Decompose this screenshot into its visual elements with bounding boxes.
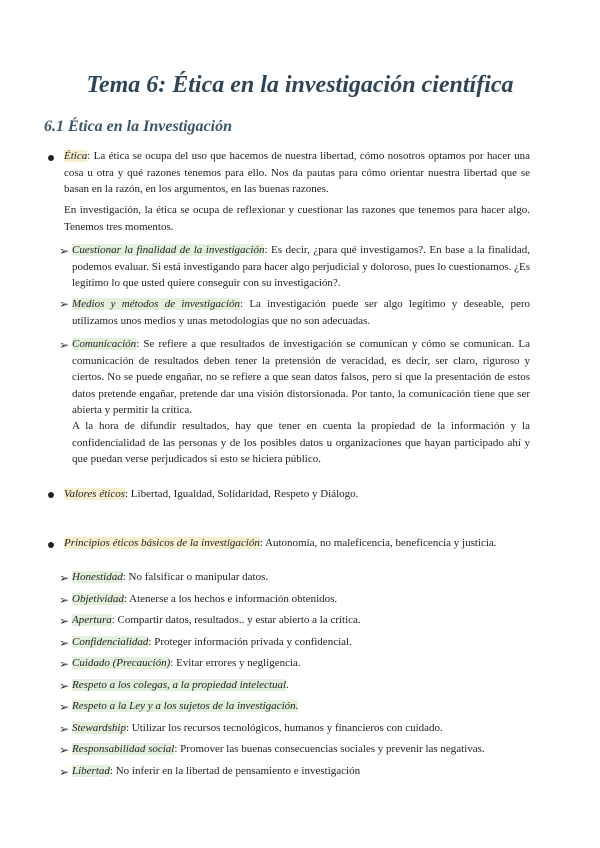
principio-term: Apertura <box>72 614 112 626</box>
medios-text: : La investigación puede ser algo legítimo y deseable, pero utilizamos unos medios y unas metodologías que no son adecuadas. <box>72 298 530 327</box>
etica-paragraph <box>64 148 530 198</box>
arrow-bullet-icon: ➢ <box>59 244 70 258</box>
principio-item <box>72 612 361 628</box>
principio-item <box>72 569 268 585</box>
principio-text: : Promover las buenas consecuencias sociales y prevenir las negativas. <box>174 743 485 755</box>
valores-text: : Libertad, Igualdad, Solidaridad, Respeto y Diálogo. <box>125 488 359 500</box>
principio-text: : Evitar errores y negligencia. <box>170 657 301 669</box>
arrow-bullet-icon: ➢ <box>59 743 70 757</box>
arrow-bullet-icon: ➢ <box>59 636 70 650</box>
principio-text: : Proteger información privada y confidencial. <box>148 636 352 648</box>
arrow-bullet-icon: ➢ <box>59 571 70 585</box>
bullet-dot <box>48 155 54 161</box>
arrow-bullet-icon: ➢ <box>59 614 70 628</box>
arrow-bullet-icon: ➢ <box>59 679 70 693</box>
term-etica: Ética <box>64 150 88 162</box>
principio-term: Libertad <box>72 765 110 777</box>
comunicacion-extra: A la hora de difundir resultados, hay que tener en cuenta la propiedad de la información y la confidencialidad de las personas y de los posibles datos u organizaciones que hayan participado ahí y que puedan verse perjudicados si esto se hiciera público. <box>72 420 530 465</box>
arrow-bullet-icon: ➢ <box>59 722 70 736</box>
principio-term: Responsabilidad social <box>72 743 175 755</box>
term-principios: Principios éticos básicos de la investigación <box>64 537 260 549</box>
arrow-bullet-icon: ➢ <box>59 657 70 671</box>
principio-item <box>72 634 352 650</box>
sub-item-comunicacion <box>72 336 530 419</box>
bullet-dot <box>48 492 54 498</box>
principio-text: : Utilizar los recursos tecnológicos, humanos y financieros con cuidado. <box>126 722 443 734</box>
principio-term: Confidencialidad <box>72 636 149 648</box>
term-comunicacion: Comunicación <box>72 338 137 350</box>
principio-term: Respeto a los colegas, a la propiedad intelectual <box>72 679 287 691</box>
sub-item-finalidad <box>72 242 530 292</box>
principio-item <box>72 591 337 607</box>
principio-text: : Atenerse a los hechos e información obtenidos. <box>123 593 338 605</box>
principios-paragraph <box>64 535 530 552</box>
valores-paragraph <box>64 486 530 503</box>
principio-item <box>72 677 289 693</box>
bullet-dot <box>48 542 54 548</box>
arrow-bullet-icon: ➢ <box>59 338 70 352</box>
principio-item <box>72 741 485 757</box>
comunicacion-text: : Se refiere a que resultados de investigación se comunican y cómo se comunican. La comunicación de resultados deben tener la pretensión de veracidad, es decir, ser claro, riguroso y ciertos. No se puede engañar, no se refiere a que sean datos falsos, pero sí que la presentación de estos datos pretende engañar, pretende dar una visión distorsionada. Por tanto, la comunicación tiene que ser abierta y permitir la crítica. <box>72 338 530 416</box>
principio-item <box>72 698 298 714</box>
arrow-bullet-icon: ➢ <box>59 297 70 311</box>
principios-text: : Autonomía, no maleficencia, beneficencia y justicia. <box>259 537 497 549</box>
etica-paragraph-2: En investigación, la ética se ocupa de reflexionar y cuestionar las razones que tenemos para hacer algo. Tenemos tres momentos. <box>64 204 530 233</box>
document-title: Tema 6: Ética en la investigación científica <box>86 72 514 98</box>
principio-term: Stewardship <box>72 722 126 734</box>
principio-text: : No falsificar o manipular datos. <box>122 571 269 583</box>
principio-term: Objetividad <box>72 593 124 605</box>
principio-term: Respeto a la Ley y a los sujetos de la investigación. <box>72 700 299 712</box>
term-medios: Medios y métodos de investigación <box>72 298 240 310</box>
etica-text: : La ética se ocupa del uso que hacemos de nuestra libertad, cómo nosotros optamos por hacer una cosa u otra y qué razones tenemos para ello. Nos da pautas para cómo orientar nuestra libertad que se basan en la razón, en los argumentos, en las buenas razones. <box>64 150 530 195</box>
principio-term: Cuidado (Precaución) <box>72 657 171 669</box>
principio-item <box>72 763 360 779</box>
arrow-bullet-icon: ➢ <box>59 765 70 779</box>
sub-item-medios <box>72 296 530 329</box>
principio-item <box>72 720 443 736</box>
principio-text: . <box>286 679 289 691</box>
section-heading: 6.1 Ética en la Investigación <box>44 118 232 135</box>
finalidad-text: : Es decir, ¿para qué investigamos?. En base a la finalidad, podemos evaluar. Si está investigando para hacer algo perjudicial y doloroso, pues lo cuestionamos. ¿Es legítimo lo que usted quiere conseguir con su investigación?. <box>72 244 530 289</box>
principio-item <box>72 655 301 671</box>
principio-term: Honestidad <box>72 571 123 583</box>
arrow-bullet-icon: ➢ <box>59 593 70 607</box>
arrow-bullet-icon: ➢ <box>59 700 70 714</box>
term-valores: Valores éticos <box>64 488 125 500</box>
term-finalidad: Cuestionar la finalidad de la investigación <box>72 244 265 256</box>
principio-text: : Compartir datos, resultados.. y estar abierto a la crítica. <box>111 614 361 626</box>
principio-text: : No inferir en la libertad de pensamiento e investigación <box>109 765 361 777</box>
